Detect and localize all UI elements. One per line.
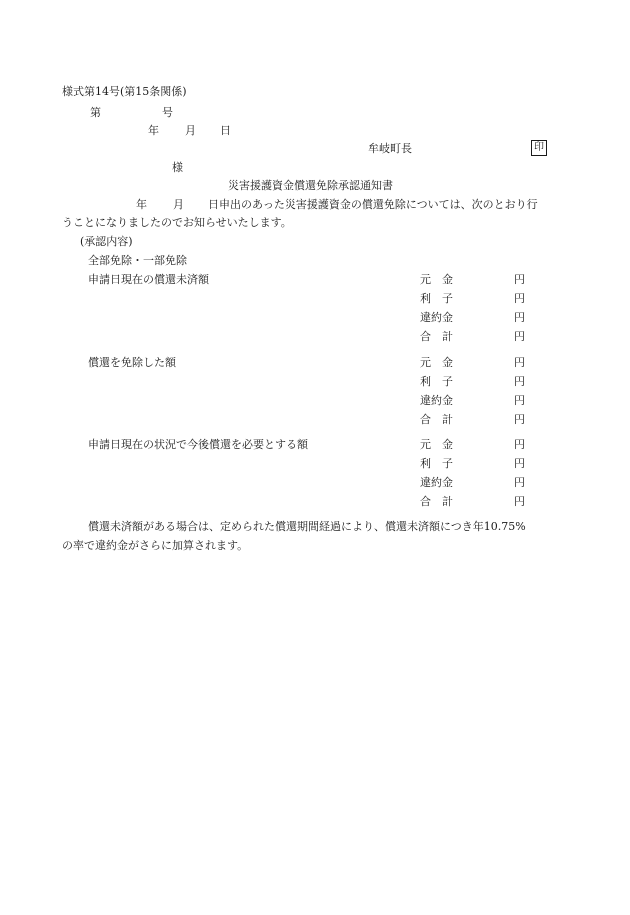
row-unit: 円 <box>514 438 525 451</box>
row-unit: 円 <box>514 495 525 508</box>
intro-year: 年 <box>136 198 147 211</box>
section-label: 申請日現在の償還未済額 <box>88 273 209 286</box>
row-unit: 円 <box>514 413 525 426</box>
section-unpaid <box>0 273 630 353</box>
issuer: 牟岐町長 <box>368 142 412 155</box>
exemption-type: 全部免除・一部免除 <box>88 254 187 267</box>
row-unit: 円 <box>514 273 525 286</box>
doc-no-prefix: 第 <box>90 106 101 119</box>
row-unit: 円 <box>514 330 525 343</box>
row-item: 合 計 <box>420 413 453 426</box>
seal: 印 <box>531 140 547 156</box>
row-item: 合 計 <box>420 330 453 343</box>
section-exempted <box>0 356 630 436</box>
row-item: 元 金 <box>420 356 453 369</box>
row-item: 元 金 <box>420 273 453 286</box>
doc-no-suffix: 号 <box>162 106 173 119</box>
note-line1: 償還未済額がある場合は、定められた償還期間経過により、償還未済額につき年10.75% <box>88 520 526 533</box>
document-title: 災害援護資金償還免除承認通知書 <box>228 179 393 192</box>
section-label: 申請日現在の状況で今後償還を必要とする額 <box>88 438 308 451</box>
date-month: 月 <box>185 124 196 137</box>
row-unit: 円 <box>514 356 525 369</box>
row-item: 利 子 <box>420 375 453 388</box>
row-item: 合 計 <box>420 495 453 508</box>
section-label: 償還を免除した額 <box>88 356 176 369</box>
row-unit: 円 <box>514 375 525 388</box>
intro-line2: うことになりましたのでお知らせいたします。 <box>62 216 292 229</box>
row-unit: 円 <box>514 292 525 305</box>
approval-heading: (承認内容) <box>80 235 133 248</box>
row-item: 利 子 <box>420 292 453 305</box>
date-day: 日 <box>220 124 231 137</box>
row-unit: 円 <box>514 394 525 407</box>
form-number: 様式第14号(第15条関係) <box>62 85 187 98</box>
row-item: 違約金 <box>420 311 453 324</box>
row-item: 違約金 <box>420 476 453 489</box>
row-unit: 円 <box>514 476 525 489</box>
intro-line1: 日申出のあった災害援護資金の償還免除については、次のとおり行 <box>208 198 538 211</box>
row-item: 元 金 <box>420 438 453 451</box>
date-year: 年 <box>148 124 159 137</box>
addressee-suffix: 様 <box>172 161 183 174</box>
note-line2: の率で違約金がさらに加算されます。 <box>62 539 249 552</box>
row-item: 利 子 <box>420 457 453 470</box>
row-unit: 円 <box>514 311 525 324</box>
row-item: 違約金 <box>420 394 453 407</box>
row-unit: 円 <box>514 457 525 470</box>
intro-month: 月 <box>173 198 184 211</box>
section-remaining <box>0 438 630 518</box>
